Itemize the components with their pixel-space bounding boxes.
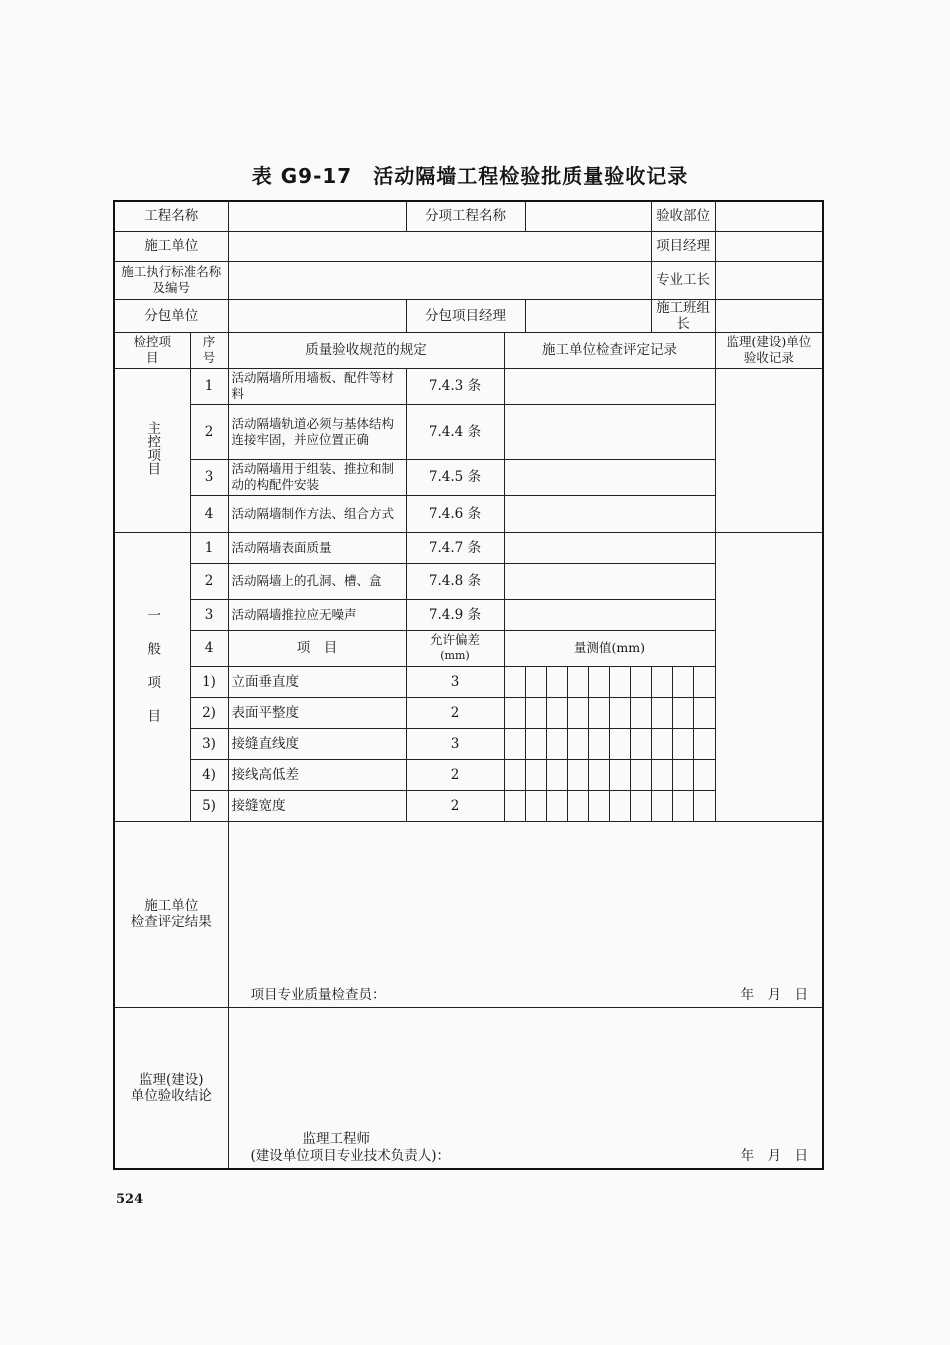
row-seq: 4 bbox=[190, 495, 228, 532]
measurement-cell[interactable] bbox=[672, 790, 693, 821]
page-number: 524 bbox=[116, 1192, 144, 1207]
measurement-cell[interactable] bbox=[504, 759, 525, 790]
project-manager-label: 项目经理 bbox=[651, 231, 715, 261]
row-clause: 7.4.6 条 bbox=[406, 495, 504, 532]
measurement-cell[interactable] bbox=[630, 697, 651, 728]
header-row-construction bbox=[114, 231, 823, 261]
row-clause: 7.4.5 条 bbox=[406, 459, 504, 495]
subcontract-manager-label: 分包项目经理 bbox=[406, 299, 525, 332]
construction-result-date: 年 月 日 bbox=[740, 986, 809, 1003]
measurement-cell[interactable] bbox=[567, 759, 588, 790]
construction-result-label-line1: 施工单位 bbox=[144, 898, 199, 914]
row-item: 活动隔墙所用墙板、配件等材料 bbox=[228, 368, 406, 404]
main-control-row bbox=[114, 368, 823, 404]
sub-project-label: 分项工程名称 bbox=[406, 201, 525, 231]
measurement-cell[interactable] bbox=[630, 790, 651, 821]
tolerance-header-label: 允许偏差 bbox=[429, 632, 480, 647]
measurement-cell[interactable] bbox=[567, 697, 588, 728]
measurement-cell[interactable] bbox=[588, 697, 609, 728]
measurement-cell[interactable] bbox=[630, 759, 651, 790]
col-spec: 质量验收规范的规定 bbox=[228, 332, 504, 368]
construction-record-cell[interactable] bbox=[504, 495, 715, 532]
row-seq: 2 bbox=[190, 404, 228, 459]
row-seq: 2) bbox=[190, 697, 228, 728]
measurement-cell[interactable] bbox=[546, 790, 567, 821]
construction-result-area[interactable] bbox=[228, 821, 823, 1007]
row-seq: 1 bbox=[190, 368, 228, 404]
team-leader-value[interactable] bbox=[715, 299, 823, 332]
row-item: 立面垂直度 bbox=[228, 666, 406, 697]
row-item: 活动隔墙表面质量 bbox=[228, 532, 406, 563]
measurement-cell[interactable] bbox=[567, 790, 588, 821]
supervision-result-label-line1: 监理(建设) bbox=[138, 1071, 204, 1088]
row-seq: 3 bbox=[190, 459, 228, 495]
measurement-cell[interactable] bbox=[525, 666, 546, 697]
header-row-standard bbox=[114, 261, 823, 299]
subcontract-unit-value[interactable] bbox=[228, 299, 406, 332]
measurement-cell[interactable] bbox=[693, 697, 715, 728]
measurement-cell[interactable] bbox=[504, 666, 525, 697]
row-item: 活动隔墙用于组装、推拉和制动的构配件安装 bbox=[228, 459, 406, 495]
row-seq: 4 bbox=[190, 630, 228, 666]
col-supervision-check: 监理(建设)单位验收记录 bbox=[715, 332, 823, 368]
measurement-cell[interactable] bbox=[672, 697, 693, 728]
measurement-cell[interactable] bbox=[609, 697, 630, 728]
standard-value[interactable] bbox=[228, 261, 651, 299]
measurement-cell[interactable] bbox=[651, 759, 672, 790]
construction-record-cell[interactable] bbox=[504, 404, 715, 459]
measurement-cell[interactable] bbox=[651, 790, 672, 821]
main-control-label: 主控项目 bbox=[114, 368, 190, 532]
measurement-cell[interactable] bbox=[546, 759, 567, 790]
tolerance-value: 3 bbox=[406, 666, 504, 697]
measurement-cell[interactable] bbox=[693, 790, 715, 821]
row-clause: 7.4.3 条 bbox=[406, 368, 504, 404]
acceptance-part-value[interactable] bbox=[715, 201, 823, 231]
subcontract-unit-label: 分包单位 bbox=[114, 299, 228, 332]
construction-record-cell[interactable] bbox=[504, 563, 715, 599]
supervision-result-row bbox=[114, 1007, 823, 1169]
general-row bbox=[114, 532, 823, 563]
supervision-result-area[interactable] bbox=[228, 1007, 823, 1169]
measurement-cell[interactable] bbox=[693, 728, 715, 759]
measurement-cell[interactable] bbox=[504, 790, 525, 821]
acceptance-record-table bbox=[113, 200, 824, 1170]
measurement-cell[interactable] bbox=[609, 728, 630, 759]
project-name-label: 工程名称 bbox=[114, 201, 228, 231]
engineer-line2: (建设单位项目专业技术负责人)： bbox=[250, 1148, 451, 1164]
measurement-cell[interactable] bbox=[672, 728, 693, 759]
measurement-cell[interactable] bbox=[525, 759, 546, 790]
row-item: 接缝宽度 bbox=[228, 790, 406, 821]
measurement-cell[interactable] bbox=[630, 666, 651, 697]
header-row-subcontract bbox=[114, 299, 823, 332]
tolerance-item-header: 项 目 bbox=[228, 630, 406, 666]
general-label: 一般项目 bbox=[114, 532, 190, 821]
row-seq: 3 bbox=[190, 599, 228, 630]
row-item: 活动隔墙轨道必须与基体结构连接牢固，并应位置正确 bbox=[228, 404, 406, 459]
construction-record-cell[interactable] bbox=[504, 599, 715, 630]
measurement-cell[interactable] bbox=[588, 790, 609, 821]
measured-value-header: 量测值(mm) bbox=[504, 630, 715, 666]
measurement-cell[interactable] bbox=[588, 759, 609, 790]
project-name-value[interactable] bbox=[228, 201, 406, 231]
measurement-cell[interactable] bbox=[546, 666, 567, 697]
col-construction-check: 施工单位检查评定记录 bbox=[504, 332, 715, 368]
measurement-cell[interactable] bbox=[525, 697, 546, 728]
measurement-cell[interactable] bbox=[588, 728, 609, 759]
row-seq: 5) bbox=[190, 790, 228, 821]
supervision-result-label-line2: 单位验收结论 bbox=[130, 1087, 212, 1104]
tolerance-header bbox=[406, 630, 504, 666]
construction-record-cell[interactable] bbox=[504, 459, 715, 495]
supervision-result-date: 年 月 日 bbox=[740, 1148, 809, 1164]
measurement-cell[interactable] bbox=[567, 666, 588, 697]
sub-project-value[interactable] bbox=[525, 201, 651, 231]
construction-record-cell[interactable] bbox=[504, 532, 715, 563]
measurement-cell[interactable] bbox=[609, 666, 630, 697]
row-clause: 7.4.9 条 bbox=[406, 599, 504, 630]
measurement-cell[interactable] bbox=[630, 728, 651, 759]
measurement-cell[interactable] bbox=[525, 790, 546, 821]
row-item: 活动隔墙推拉应无噪声 bbox=[228, 599, 406, 630]
project-manager-value[interactable] bbox=[715, 231, 823, 261]
row-seq: 1 bbox=[190, 532, 228, 563]
construction-unit-value[interactable] bbox=[228, 231, 651, 261]
measurement-cell[interactable] bbox=[651, 666, 672, 697]
header-row-project bbox=[114, 201, 823, 231]
measurement-cell[interactable] bbox=[504, 728, 525, 759]
tolerance-value: 2 bbox=[406, 790, 504, 821]
construction-result-label-line2: 检查评定结果 bbox=[130, 914, 212, 930]
measurement-cell[interactable] bbox=[693, 666, 715, 697]
row-seq: 1) bbox=[190, 666, 228, 697]
construction-unit-label: 施工单位 bbox=[114, 231, 228, 261]
tolerance-header-unit: (mm) bbox=[440, 649, 470, 662]
measurement-cell[interactable] bbox=[588, 666, 609, 697]
row-seq: 3) bbox=[190, 728, 228, 759]
col-seq: 序号 bbox=[190, 332, 228, 368]
foreman-label: 专业工长 bbox=[651, 261, 715, 299]
row-clause: 7.4.8 条 bbox=[406, 563, 504, 599]
tolerance-value: 3 bbox=[406, 728, 504, 759]
measurement-cell[interactable] bbox=[672, 666, 693, 697]
foreman-value[interactable] bbox=[715, 261, 823, 299]
row-clause: 7.4.7 条 bbox=[406, 532, 504, 563]
acceptance-part-label: 验收部位 bbox=[651, 201, 715, 231]
supervision-record-cell[interactable] bbox=[715, 368, 823, 532]
row-seq: 4) bbox=[190, 759, 228, 790]
measurement-cell[interactable] bbox=[609, 759, 630, 790]
team-leader-label: 施工班组长 bbox=[651, 299, 715, 332]
row-item: 表面平整度 bbox=[228, 697, 406, 728]
measurement-cell[interactable] bbox=[546, 697, 567, 728]
col-check-item: 检控项目 bbox=[114, 332, 190, 368]
measurement-cell[interactable] bbox=[651, 697, 672, 728]
row-item: 活动隔墙制作方法、组合方式 bbox=[228, 495, 406, 532]
standard-label: 施工执行标准名称及编号 bbox=[114, 261, 228, 299]
row-clause: 7.4.4 条 bbox=[406, 404, 504, 459]
column-header-row bbox=[114, 332, 823, 368]
row-item: 接缝直线度 bbox=[228, 728, 406, 759]
measurement-cell[interactable] bbox=[567, 728, 588, 759]
measurement-cell[interactable] bbox=[504, 697, 525, 728]
measurement-cell[interactable] bbox=[672, 759, 693, 790]
measurement-cell[interactable] bbox=[546, 728, 567, 759]
supervision-record-cell[interactable] bbox=[715, 532, 823, 821]
row-item: 活动隔墙上的孔洞、槽、盒 bbox=[228, 563, 406, 599]
construction-result-row bbox=[114, 821, 823, 1007]
engineer-line1: 监理工程师 bbox=[302, 1131, 370, 1147]
page-title: 表 G9-17 活动隔墙工程检验批质量验收记录 bbox=[251, 164, 689, 188]
measurement-cell[interactable] bbox=[525, 728, 546, 759]
measurement-cell[interactable] bbox=[651, 728, 672, 759]
subcontract-manager-value[interactable] bbox=[525, 299, 651, 332]
tolerance-value: 2 bbox=[406, 759, 504, 790]
tolerance-value: 2 bbox=[406, 697, 504, 728]
measurement-cell[interactable] bbox=[609, 790, 630, 821]
quality-inspector-signature: 项目专业质量检查员： bbox=[250, 986, 386, 1003]
supervision-result-label bbox=[114, 1007, 228, 1169]
measurement-cell[interactable] bbox=[693, 759, 715, 790]
construction-record-cell[interactable] bbox=[504, 368, 715, 404]
construction-result-label bbox=[114, 821, 228, 1007]
row-item: 接线高低差 bbox=[228, 759, 406, 790]
row-seq: 2 bbox=[190, 563, 228, 599]
supervising-engineer-signature bbox=[251, 1131, 451, 1165]
